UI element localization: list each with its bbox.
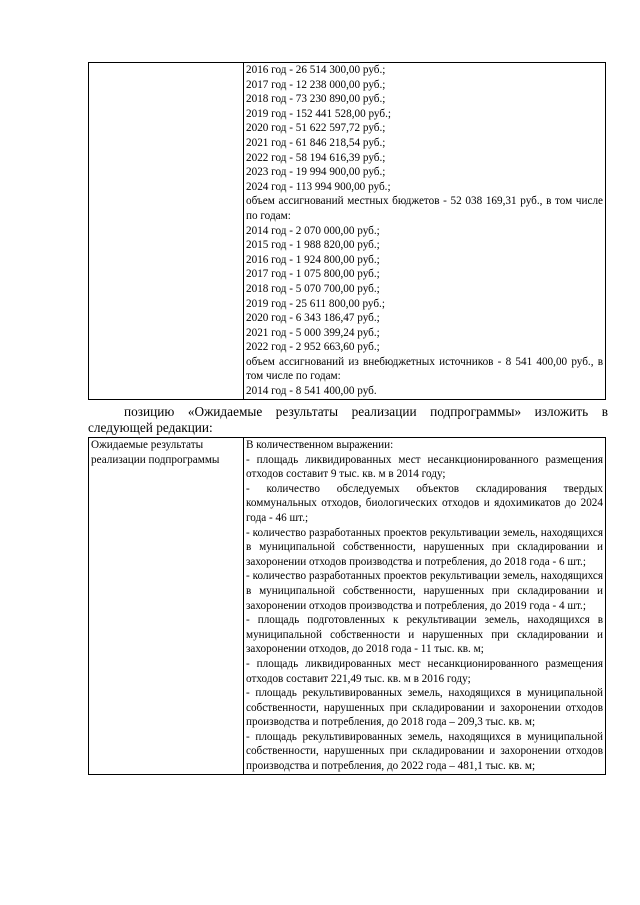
- year-line: 2019 год - 152 441 528,00 руб.;: [246, 107, 391, 120]
- intro-text: позицию «Ожидаемые результаты реализации подпрограммы» изложить в следующей редакции:: [88, 404, 608, 435]
- result-item: - площадь ликвидированных мест несанкционированного размещения отходов составит 221,49 тыс. кв. м в 2016 году;: [246, 657, 603, 685]
- year-line: 2017 год - 1 075 800,00 руб.;: [246, 268, 380, 281]
- result-item: - количество разработанных проектов рекультивации земель, находящихся в муниципальной собственности, нарушенных при складировании и захоронении отходов производства и потребления, до 2018 года - 6 шт.;: [246, 526, 603, 568]
- year-list: [246, 224, 603, 355]
- intro-paragraph: [88, 404, 608, 436]
- results-heading: В количественном выражении:: [246, 439, 394, 451]
- extra-budget-paragraph: объем ассигнований из внебюджетных источников - 8 541 400,00 руб., в том числе по годам:: [246, 355, 603, 383]
- table-row: [89, 63, 606, 400]
- year-line: 2016 год - 1 924 800,00 руб.;: [246, 253, 380, 266]
- result-item: - площадь рекультивированных земель, находящихся в муниципальной собственности, нарушенных при складировании и захоронении отходов производства и потребления, до 2022 года – 481,1 тыс. кв. м;: [246, 730, 603, 773]
- year-line: 2015 год - 1 988 820,00 руб.;: [246, 239, 380, 252]
- result-item: - количество разработанных проектов рекультивации земель, находящихся в муниципальной собственности, нарушенных при складировании и захоронении отходов производства и потребления, до 2019 года - 4 шт.;: [246, 570, 603, 612]
- year-list: [246, 384, 603, 399]
- year-line: 2017 год - 12 238 000,00 руб.;: [246, 78, 386, 91]
- year-line: 2021 год - 5 000 399,24 руб.;: [246, 326, 380, 339]
- year-line: 2022 год - 58 194 616,39 руб.;: [246, 151, 386, 164]
- table-right-cell: [244, 63, 606, 400]
- year-line: 2021 год - 61 846 218,54 руб.;: [246, 136, 386, 149]
- year-line: 2014 год - 8 541 400,00 руб.: [246, 385, 377, 398]
- year-line: 2018 год - 5 070 700,00 руб.;: [246, 282, 380, 295]
- year-line: 2024 год - 113 994 900,00 руб.;: [246, 180, 391, 193]
- year-line: 2014 год - 2 070 000,00 руб.;: [246, 224, 380, 237]
- year-line: 2023 год - 19 994 900,00 руб.;: [246, 166, 386, 179]
- result-item: - площадь подготовленных к рекультивации земель, находящихся в муниципальной собственности и нарушенных при складировании и захоронении отходов, до 2018 года - 11 тыс. кв. м;: [246, 614, 603, 656]
- year-line: 2018 год - 73 230 890,00 руб.;: [246, 93, 386, 106]
- local-budget-paragraph: объем ассигнований местных бюджетов - 52 038 169,31 руб., в том числе по годам:: [246, 195, 603, 222]
- results-list: [246, 453, 603, 774]
- year-line: 2020 год - 6 343 186,47 руб.;: [246, 312, 380, 325]
- year-line: 2019 год - 25 611 800,00 руб.;: [246, 297, 385, 310]
- row-label: Ожидаемые результаты реализации подпрограммы: [91, 439, 220, 466]
- funding-table: [88, 62, 606, 400]
- table-left-cell: [89, 63, 244, 400]
- results-table: [88, 437, 606, 775]
- year-line: 2016 год - 26 514 300,00 руб.;: [246, 64, 386, 76]
- table-left-cell: [89, 438, 244, 775]
- table-row: [89, 438, 606, 775]
- year-line: 2022 год - 2 952 663,60 руб.;: [246, 341, 380, 354]
- result-item: - площадь ликвидированных мест несанкционированного размещения отходов составит 9 тыс. кв. м в 2014 году;: [246, 453, 603, 481]
- result-item: - площадь рекультивированных земель, находящихся в муниципальной собственности, нарушенных при складировании и захоронении отходов производства и потребления, до 2018 года – 209,3 тыс. кв. м;: [246, 687, 603, 729]
- year-line: 2020 год - 51 622 597,72 руб.;: [246, 122, 386, 135]
- year-list: [246, 63, 603, 194]
- table-right-cell: [244, 438, 606, 775]
- result-item: - количество обследуемых объектов складирования твердых коммунальных отходов, биологических отходов и ядохимикатов до 2024 года - 46 шт.;: [246, 482, 603, 524]
